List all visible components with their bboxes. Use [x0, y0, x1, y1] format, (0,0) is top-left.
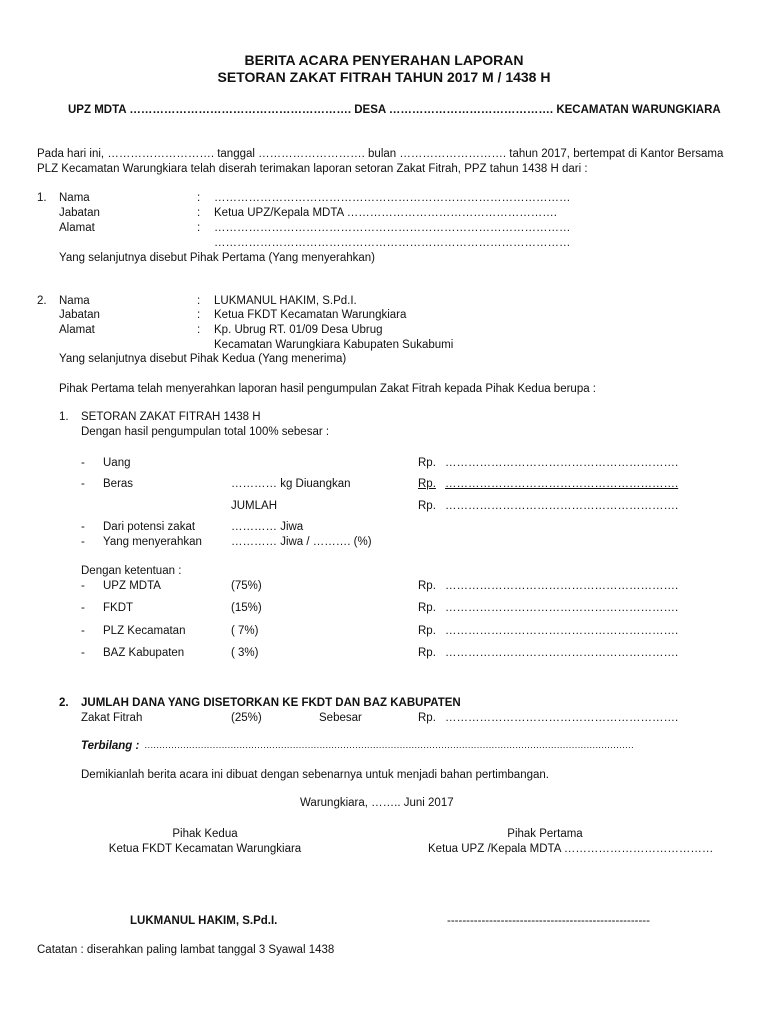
ketentuan-item-rp: Rp. — [418, 647, 436, 659]
left-signatory-role: Ketua FKDT Kecamatan Warungkiara — [108, 843, 302, 855]
ketentuan-item-rp: Rp. — [418, 580, 436, 592]
potensi-value: ………… Jiwa — [231, 521, 304, 533]
intro-line-1: Pada hari ini, ………………………. tanggal ………………………. bulan ………………………. tahun 2017, bertempat di Kantor Bersama — [37, 148, 724, 160]
beras-kg: ………… kg Diuangkan — [231, 478, 351, 490]
party-2-note: Yang selanjutnya disebut Pihak Kedua (Yang menerima) — [59, 353, 347, 365]
section-1-number: 1. — [59, 411, 69, 423]
party-2-colon-nama: : — [197, 295, 201, 307]
ketentuan-item-pct: ( 7%) — [231, 625, 259, 637]
party-1-nama-value: ………………………………………………………………………………… — [214, 192, 571, 204]
party-2-alamat-value-2: Kecamatan Warungkiara Kabupaten Sukabumi — [214, 339, 454, 351]
menyerahkan-dash: - — [81, 536, 85, 548]
party-1-alamat-value-2: ………………………………………………………………………………… — [214, 237, 571, 249]
party-2-alamat-value-1: Kp. Ubrug RT. 01/09 Desa Ubrug — [214, 324, 383, 336]
beras-rp: Rp. — [418, 478, 436, 490]
section-2-title: JUMLAH DANA YANG DISETORKAN KE FKDT DAN BAZ KABUPATEN — [81, 697, 461, 709]
ketentuan-item-rp: Rp. — [418, 602, 436, 614]
uang-value: ……………………………………………………. — [445, 457, 679, 469]
section-2-number: 2. — [59, 697, 69, 709]
catatan-note: Catatan : diserahkan paling lambat tanggal 3 Syawal 1438 — [37, 944, 335, 956]
terbilang-value: ………………………………………………………………………………………………………………………………………………… — [144, 740, 634, 751]
beras-dash: - — [81, 478, 85, 490]
closing-statement: Demikianlah berita acara ini dibuat dengan sebenarnya untuk menjadi bahan pertimbangan. — [81, 769, 549, 781]
zakat-fitrah-rp: Rp. — [418, 712, 436, 724]
zakat-fitrah-value: ……………………………………………………. — [445, 712, 679, 724]
party-1-nama-label: Nama — [59, 192, 90, 204]
ketentuan-item-pct: (15%) — [231, 602, 262, 614]
ketentuan-dash: - — [81, 580, 85, 592]
place-date: Warungkiara, …….. Juni 2017 — [300, 797, 454, 809]
right-signatory-title: Pihak Pertama — [507, 828, 583, 840]
potensi-label: Dari potensi zakat — [103, 521, 196, 533]
uang-dash: - — [81, 457, 85, 469]
ketentuan-dash: - — [81, 625, 85, 637]
ketentuan-label: Dengan ketentuan : — [81, 565, 182, 577]
party-2-nama-label: Nama — [59, 295, 90, 307]
upz-line: UPZ MDTA …………………………………………………. DESA ……………………………………. KECAMATAN WARUNGKIARA — [68, 104, 721, 116]
menyerahkan-label: Yang menyerahkan — [103, 536, 202, 548]
uang-rp: Rp. — [418, 457, 436, 469]
doc-title-2: SETORAN ZAKAT FITRAH TAHUN 2017 M / 1438 H — [217, 69, 551, 85]
party-2-alamat-label: Alamat — [59, 324, 95, 336]
party-2-jabatan-value: Ketua FKDT Kecamatan Warungkiara — [214, 309, 407, 321]
ketentuan-item-label: PLZ Kecamatan — [103, 625, 186, 637]
beras-label: Beras — [103, 478, 134, 490]
right-signatory-name-line: ----------------------------------------------------- — [447, 915, 650, 927]
party-1-jabatan-value: Ketua UPZ/Kepala MDTA ………………………………………………. — [214, 207, 557, 219]
terbilang-label: Terbilang : — [81, 740, 140, 752]
jumlah-value: ……………………………………………………. — [445, 500, 679, 512]
party-2-colon-jabatan: : — [197, 309, 201, 321]
ketentuan-item-label: FKDT — [103, 602, 134, 614]
party-1-note: Yang selanjutnya disebut Pihak Pertama (Yang menyerahkan) — [59, 252, 376, 264]
ketentuan-item-label: BAZ Kabupaten — [103, 647, 185, 659]
ketentuan-item-value: ……………………………………………………. — [445, 580, 679, 592]
party-2-nama-value: LUKMANUL HAKIM, S.Pd.I. — [214, 295, 357, 307]
party-2-colon-alamat: : — [197, 324, 201, 336]
section-1-title: SETORAN ZAKAT FITRAH 1438 H — [81, 411, 261, 423]
potensi-dash: - — [81, 521, 85, 533]
party-1-alamat-value-1: ………………………………………………………………………………… — [214, 222, 571, 234]
section-1-subtitle: Dengan hasil pengumpulan total 100% sebesar : — [81, 426, 330, 438]
ketentuan-item-label: UPZ MDTA — [103, 580, 161, 592]
handover-statement: Pihak Pertama telah menyerahkan laporan hasil pengumpulan Zakat Fitrah kepada Pihak Kedua berupa : — [59, 383, 597, 395]
ketentuan-item-rp: Rp. — [418, 625, 436, 637]
zakat-fitrah-pct: (25%) — [231, 712, 262, 724]
ketentuan-item-value: ……………………………………………………. — [445, 647, 679, 659]
left-signatory-name: LUKMANUL HAKIM, S.Pd.I. — [130, 915, 278, 927]
party-1-colon-alamat: : — [197, 222, 201, 234]
sebesar-label: Sebesar — [319, 712, 362, 724]
party-2-number: 2. — [37, 295, 47, 307]
right-signatory-role: Ketua UPZ /Kepala MDTA ………………………………… — [428, 843, 714, 855]
ketentuan-dash: - — [81, 647, 85, 659]
menyerahkan-value: ………… Jiwa / ………. (%) — [231, 536, 372, 548]
intro-line-2: PLZ Kecamatan Warungkiara telah diserah terimakan laporan setoran Zakat Fitrah, PPZ tahun 1438 H dari : — [37, 163, 588, 175]
jumlah-label: JUMLAH — [231, 500, 278, 512]
beras-value: ……………………………………………………. — [445, 478, 679, 490]
ketentuan-item-value: ……………………………………………………. — [445, 625, 679, 637]
party-1-jabatan-label: Jabatan — [59, 207, 100, 219]
party-1-number: 1. — [37, 192, 47, 204]
party-1-colon-nama: : — [197, 192, 201, 204]
left-signatory-title: Pihak Kedua — [172, 828, 238, 840]
ketentuan-dash: - — [81, 602, 85, 614]
ketentuan-item-pct: ( 3%) — [231, 647, 259, 659]
ketentuan-item-value: ……………………………………………………. — [445, 602, 679, 614]
zakat-fitrah-label: Zakat Fitrah — [81, 712, 143, 724]
jumlah-rp: Rp. — [418, 500, 436, 512]
party-1-colon-jabatan: : — [197, 207, 201, 219]
uang-label: Uang — [103, 457, 131, 469]
ketentuan-item-pct: (75%) — [231, 580, 262, 592]
party-1-alamat-label: Alamat — [59, 222, 95, 234]
doc-title-1: BERITA ACARA PENYERAHAN LAPORAN — [244, 52, 524, 68]
party-2-jabatan-label: Jabatan — [59, 309, 100, 321]
